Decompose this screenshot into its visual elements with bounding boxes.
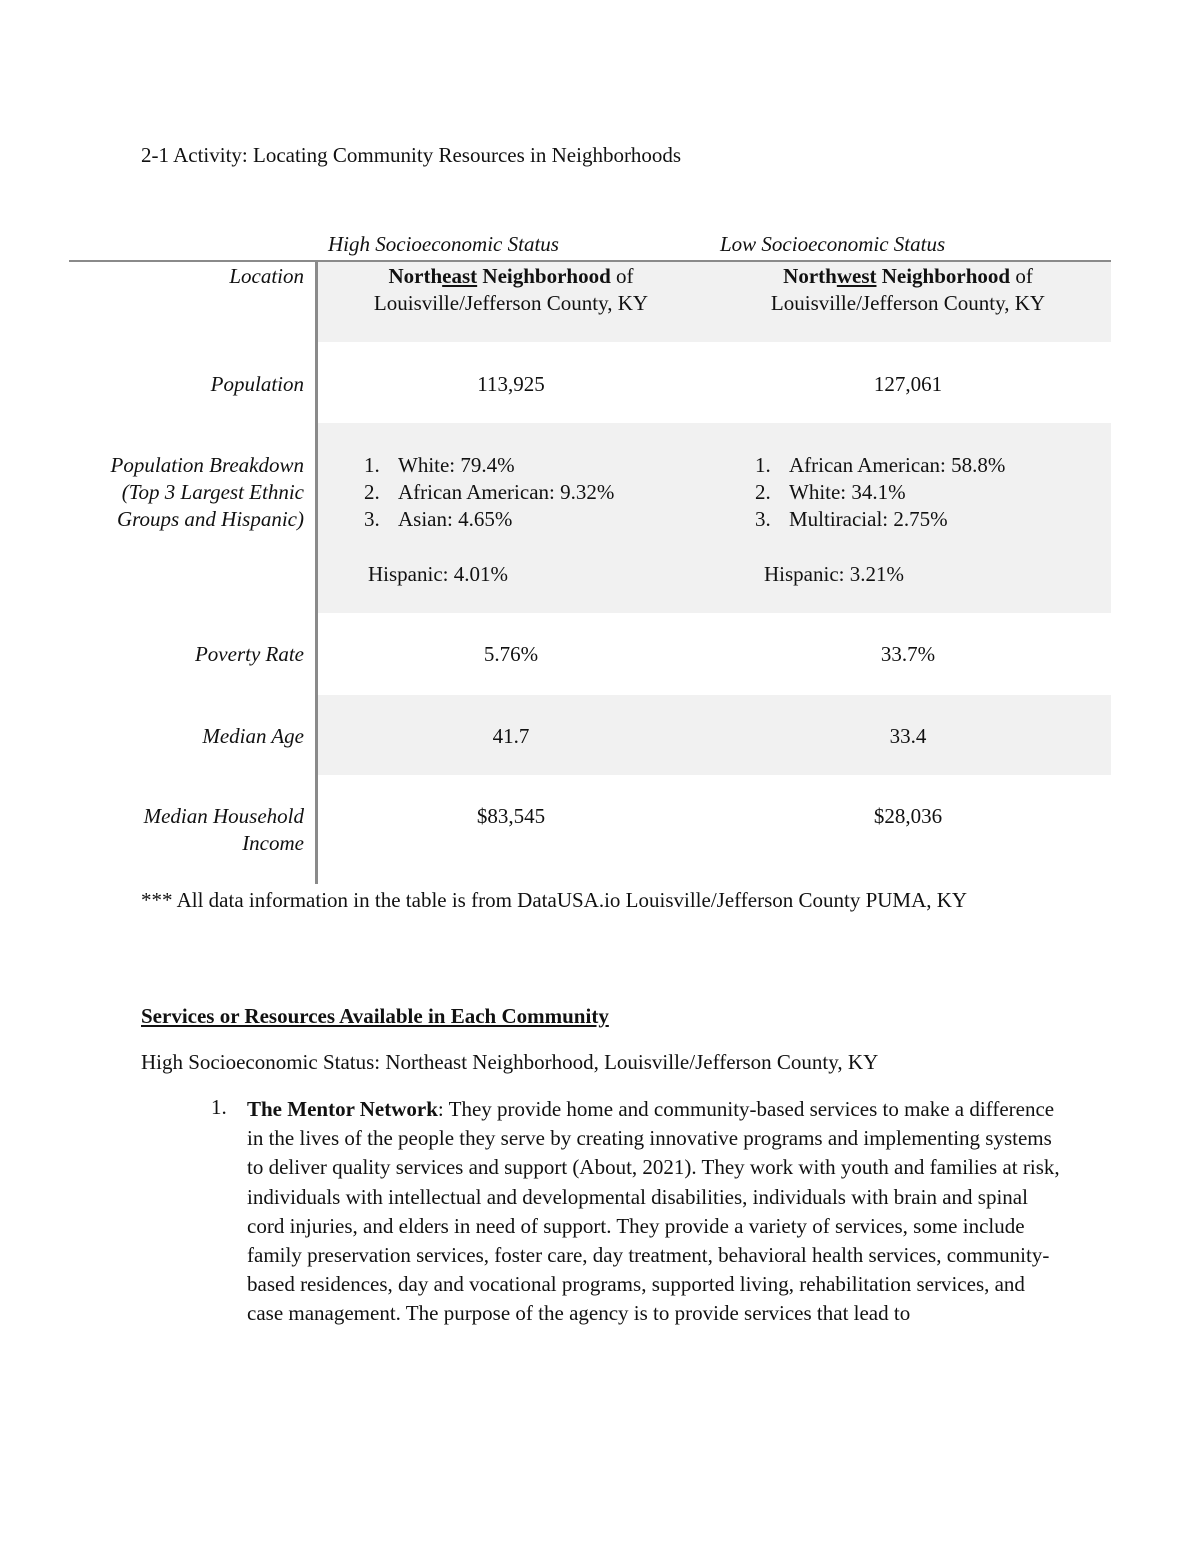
list-item: 2. White: 34.1% bbox=[755, 480, 906, 504]
list-item: 1. African American: 58.8% bbox=[755, 453, 1006, 477]
row-label-location-text: Location bbox=[229, 264, 304, 288]
list-item: 2. African American: 9.32% bbox=[364, 480, 615, 504]
list-item: 3. Asian: 4.65% bbox=[364, 507, 513, 531]
column-header-high-ses: High Socioeconomic Status bbox=[328, 232, 559, 256]
cell-location-high: Northeast Neighborhood of Louisville/Jefferson County, KY bbox=[318, 263, 704, 317]
location-low-name: Northwest Neighborhood bbox=[783, 264, 1011, 288]
data-source-note: *** All data information in the table is from DataUSA.io Louisville/Jefferson County PUMA, KY bbox=[141, 888, 968, 912]
row-label-breakdown: Population Breakdown (Top 3 Largest Ethnic Groups and Hispanic) bbox=[110, 453, 304, 531]
row-label-income: Median Household Income bbox=[143, 804, 304, 855]
cell-poverty-low: 33.7% bbox=[880, 642, 936, 666]
row-label-poverty: Poverty Rate bbox=[194, 642, 304, 666]
cell-median-age-high: 41.7 bbox=[492, 724, 530, 748]
row-label-location bbox=[70, 263, 304, 290]
cell-population-high: 113,925 bbox=[477, 372, 545, 396]
service-item-description bbox=[247, 1095, 1062, 1329]
service-item-number: 1. bbox=[211, 1095, 227, 1119]
cell-income-high: $83,545 bbox=[476, 804, 546, 828]
cell-location-low: Northwest Neighborhood of Louisville/Jefferson County, KY bbox=[710, 263, 1106, 317]
row-label-population: Population bbox=[210, 372, 304, 396]
cell-median-age-low: 33.4 bbox=[889, 724, 927, 748]
ethnic-list-low bbox=[755, 452, 1005, 533]
table-label-divider bbox=[315, 262, 318, 884]
document-title: 2-1 Activity: Locating Community Resources in Neighborhoods bbox=[141, 143, 682, 167]
location-low-county: Louisville/Jefferson County, KY bbox=[770, 291, 1046, 315]
service-item-name: The Mentor Network bbox=[247, 1097, 438, 1121]
cell-income-low: $28,036 bbox=[873, 804, 943, 828]
list-item: 1. White: 79.4% bbox=[364, 453, 515, 477]
location-high-name: Northeast Neighborhood bbox=[388, 264, 611, 288]
cell-poverty-high: 5.76% bbox=[483, 642, 539, 666]
cell-population-low: 127,061 bbox=[873, 372, 943, 396]
location-high-county: Louisville/Jefferson County, KY bbox=[373, 291, 649, 315]
services-section-title: Services or Resources Available in Each Community bbox=[141, 1004, 609, 1028]
hispanic-high: Hispanic: 4.01% bbox=[368, 562, 508, 586]
list-item: 3. Multiracial: 2.75% bbox=[755, 507, 948, 531]
table-top-rule bbox=[69, 260, 1111, 262]
service-item-text: : They provide home and community-based services to make a difference in the lives of the people they serve by creating innovative programs and implementing systems to deliver quality services and support (About, 2021). They work with youth and families at risk, individuals with intellectual and developmental disabilities, individuals with brain and spinal cord injuries, and elders in need of support. They provide a variety of services, some include family preservation services, foster care, day treatment, behavioral health services, community-based residences, day and vocational programs, supported living, rehabilitation services, and case management. The purpose of the agency is to provide services that lead to bbox=[247, 1097, 1060, 1326]
hispanic-low: Hispanic: 3.21% bbox=[764, 562, 904, 586]
services-subheading: High Socioeconomic Status: Northeast Neighborhood, Louisville/Jefferson County, KY bbox=[141, 1050, 879, 1074]
column-header-low-ses: Low Socioeconomic Status bbox=[720, 232, 946, 256]
ethnic-list-high bbox=[364, 452, 614, 533]
row-label-median-age: Median Age bbox=[202, 724, 304, 748]
